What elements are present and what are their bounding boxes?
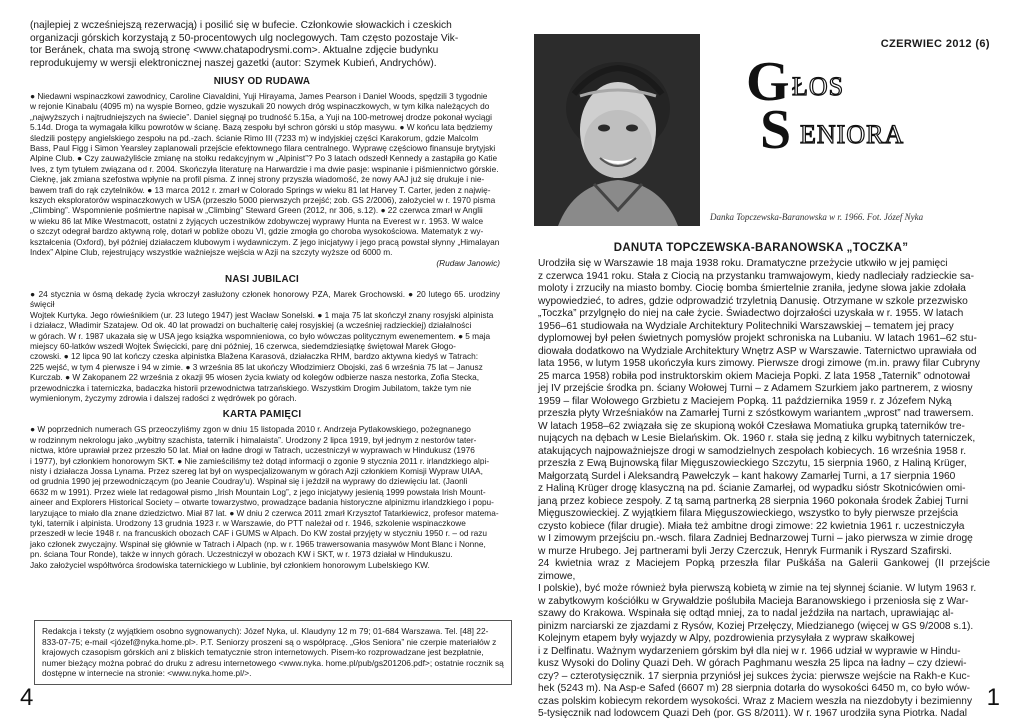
text-line: Index” Alpine Club, rejestrujący wszystkie ważniejsze wejścia w Azji na szczyty wyższe od 6000 m.	[30, 247, 393, 258]
text-line: laryzujące to miało dla znane dziedzictwo. Miał 87 lat. ● W dniu 2 czerwca 2011 zmarł Krzysztof Tatarkiewicz, profesor matema-	[30, 507, 499, 518]
text-line: 225 wejść, w tym 4 pierwsze i 94 w zimie. ● 3 września 85 lat ukończy Włodzimierz Obojski, zaś 6 września 75 lat – Janusz	[30, 361, 483, 372]
masthead-word-eniora: ENIORA	[800, 120, 905, 149]
text-line: 6632 m w 1991). Przez wiele lat redagował pismo „Irish Mountain Log”, z jego inicjatywy jesienią 1999 powstała Irish Mount-	[30, 486, 486, 497]
article-line: przeszła płyty Wrześniaków na Zamarłej Turni z szóstkowym wariantem „wprost” nad trawersem.	[538, 408, 974, 419]
article-line: w murze Hrubego. Jej partnerami byli Jerzy Czerczuk, Henryk Furmanik i Ryszard Szafirski.	[538, 545, 952, 557]
portrait-photo-graphic	[534, 34, 700, 226]
article-line: I polskie), być może również była pierwszą kobietą w zimie na tej słynnej ścianie. W lutym 1963 r.	[538, 583, 977, 594]
article-line: czas polskim kobiecym rekordem wysokości. Wraz z Maciem weszła na niezdobyty i bezimienny	[538, 695, 973, 707]
text-line: w górach. W r. 1987 ukazała się w USA jego książka wspomnieniowa, co było wówczas politycznym ewenementem. ● 5 maja	[30, 330, 491, 341]
article-line: 25 marca 1958) robiła pod instruktorskim okiem Macieja Popki. Z lata 1958 „Taternik” odnotował	[538, 370, 971, 382]
article-line: 1956–61 studiowała na Wydziale Architektury Politechniki Warszawskiej – tematem jej pracy	[538, 320, 954, 332]
editorial-footer-text: Redakcja i teksty (z wyjątkiem osobno sygnowanych): Józef Nyka, ul. Klaudyny 12 m 79; 01-684 Warszawa. Tel. [48] 22-833-07-75; e-mail <józef@nyka.home.pl>. P.T. Seniorzy proszeni są o współpracę. „Głos Seniora” nie czerpie materiałów z krajowych czasopism górskich ani z bliskich tematycznie stron internetowych. Pisem-ko rozprowadzane jest bezpłatnie, numer bieżący można pobrać do druku z adresu internetowego <www.nyka. home.pl/pub/gs201206.pdf>; ostatnie rocznik są dostępne w internecie na stronie: <www.nyka.home.pl/>.	[42, 626, 504, 679]
text-line: nictwa, które uprawiał przez przeszło 50 lat. Miał on ładne drogi w Tatrach, uczestniczył w wyprawach w Hindukusz (1976	[30, 445, 475, 456]
masthead-word-los: ŁOS	[792, 72, 845, 101]
text-line: Cieknę, jak zmiana szefostwa wpłynie na profil pisma. Z innej strony przyszła wiadomość, że nowy AAJ już się drukuje i nie-	[30, 174, 485, 185]
text-line: Bass, Paul Figg i Simon Yearsley zaplanowali przejście efektownego filara centralnego. Wyprawę częściowo finansuje brytyjski	[30, 143, 496, 154]
issue-date: CZERWIEC 2012 (6)	[880, 38, 990, 50]
section-niusy-body	[30, 91, 500, 258]
article-line: Urodziła się w Warszawie 18 maja 1938 roku. Dramatyczne przeżycie utkwiło w jej pamięci	[538, 258, 948, 269]
text-line: przeszedł w lecie 1948 r. na francuskich obozach CAF i GUMS w Alpach. Do KW został przyjęty w styczniu 1950 r. – od razu	[30, 528, 487, 539]
text-line: wymienionym, życzymy zdrowia i dalszej radości z wędrówek po górach.	[30, 392, 297, 403]
article-line: moloty i zrzuciły na miasto bomby. Ciocię bomba śmiertelnie zraniła, jedyne słowa jakie zdołała	[538, 283, 966, 294]
text-line: bawem trafi do rąk czytelników. ● 13 marca 2012 r. zmarł w Colorado Springs w wieku 81 lat Harvey T. Carter, jeden z najwię-	[30, 184, 491, 195]
text-line: jako członek zwyczajny. Wspinał się głównie w Tatrach i Alpach (np. w r. 1965 trawersowania masywów Mont Blanc i Nonne,	[30, 538, 486, 549]
text-line: w wieku 86 lat Mike Westmacott, ostatni z żyjących uczestników zdobywczej wyprawy Hunta na Everest w r. 1953. W walce	[30, 215, 484, 226]
masthead-letter-s: S	[760, 99, 792, 161]
article-line: 5-tysięcznik nad lodowcem Quazi Deh (por. GS 8/2011). W r. 1967 urodziła syna Piotrka. Nadal	[538, 708, 968, 719]
text-line: i 1977), był członkiem honorowym SKT. ● Nie zamieściliśmy też dotąd informacji o zgonie 9 stycznia 2011 r. irlandzkiego alpi-	[30, 455, 490, 466]
article-line: hek (5243 m). Na Asp-e Safed (6607 m) 28 sierpnia dotarła do wysokości 6450 m, co było wów-	[538, 683, 971, 694]
text-line: przewodniczka i taterniczka, badaczka historii przewodnictwa tatrzańskiego. Wszystkim Drogim Jubilatom, także tym nie	[30, 382, 472, 393]
article-line: czy? – czterotysięcznik. 17 sierpnia przyniósł jej sukces życia: pierwsze wejście na Rakh-e Kuc-	[538, 670, 971, 682]
left-page	[18, 20, 506, 710]
text-line: aineer and Explorers Historical Society – otwarte towarzystwo, prowadzące badania historyczne alpinizmu irlandzkiego i popu-	[30, 497, 494, 508]
intro-line: organizacji górskich korzystają z 50-procentowych ulg noclegowych. Tam często pozostaje Vik-	[30, 32, 459, 44]
article-line: Mięguszowieckiej. Z wyjątkiem filara Mięguszowieckiego, wszystko to były pierwsze przejścia	[538, 508, 959, 519]
text-line: 5.14d. Droga ta wymagała kilku powrotów w ścianę. Bazą zespołu był schron górski u stóp masywu. ● W końcu lata będziemy	[30, 122, 493, 133]
article-line: w zabytkowym kościółku w Grywałdzie poślubiła Macieja Baranowskiego i przeniosła się z War-	[538, 595, 969, 607]
article-line: diowała dodatkowo na Wydziale Architektury Wnętrz ASP w Warszawie. Taternictwo uprawiała od	[538, 345, 977, 357]
article-line: z Haliną Krüger drogę klasyczną na pd. ścianie Zamarłej, od wypadku sióstr Skotnicówien omi-	[538, 483, 966, 494]
masthead-letter-g: G	[746, 51, 790, 113]
section-heading-jubilaci: NASI JUBILACI	[225, 273, 299, 285]
text-line: w rejonie Kinabalu (4095 m) na wyspie Borneo, gdzie wyszukali 20 nowych dróg wspinaczkowych, w tym kilka należących do	[30, 101, 490, 112]
article-line: przeszła z Ewą Bujnowską filar Mięguszowieckiego Szczytu, 15 sierpnia 1960, z Haliną Krüger,	[538, 458, 967, 469]
portrait-photo	[534, 34, 700, 226]
text-line: i działacz, Władimir Szatajew. Od ok. 40 lat prowadzi on buchalterię całej rosyjskiej (a wcześniej radzieckiej) działalności	[30, 320, 472, 331]
text-line: Wojtek Kurtyka. Jego rówieśnikiem (ur. 23 lutego 1947) jest Wacław Sonelski. ● 1 maja 75 lat skończył znany rosyjski alpinista	[30, 309, 494, 320]
article-line: atakujących najpoważniejsze drogi w samodzielnych zespołach kobiecych. 16 września 1958 r.	[538, 445, 967, 457]
right-page	[520, 20, 1002, 719]
text-line: „najwyższych i najtrudniejszych na świecie”. Daniel sięgnął po trudność 5.15a, a Yuji na 100-metrowej drodze pokonał wyciągi	[30, 111, 492, 122]
section-heading-niusy: NIUSY OD RUDAWA	[213, 76, 311, 87]
text-line: czowski. ● 12 lipca 90 lat kończy czeska alpinistka Blažena Karasová, działaczka RHM, bardzo aktywna kiedyś w Tatrach:	[30, 351, 479, 362]
article-line: i z Delfinatu. Ważnym wydarzeniem górskim był dla niej w r. 1966 udział w wyprawie w Hindu-	[538, 645, 961, 657]
text-line: miejscy 60-latków wszedł Wojtek Święcicki, parę dni później, 16 czerwca, siedemdziesiątkę świętował Marek Głogo-	[30, 340, 456, 351]
article-line: janą przez kobiece zespoły. Z tą samą partnerką 28 sierpnia 1960 pokonała środek Żabiej Turni	[538, 495, 969, 507]
text-line: w rodzinnym nekrologu jako „wybitny szachista, taternik i himalaista”. Urodzony 2 lipca 1919, był jednym z nestorów tater-	[30, 434, 477, 445]
masthead-logo	[746, 51, 986, 164]
photo-caption: Danka Topczewska-Baranowska w r. 1966. Fot. Józef Nyka	[710, 212, 924, 222]
text-line: ● W poprzednich numerach GS przeoczyliśmy zgon w dniu 15 listopada 2010 r. Andrzeja Pytlakowskiego, pożegnanego	[30, 424, 471, 435]
article-title: DANUTA TOPCZEWSKA-BARANOWSKA „TOCZKA”	[613, 242, 909, 254]
text-line: kształcenia (Oxford), był później działaczem klubowym i wydawniczym. Z jego inicjatywy i jego pracą powstał słynny „Himalayan	[30, 236, 500, 247]
article-line: pinizm narciarski ze zjazdami z Rysów, Koziej Przełęczy, Miedzianego (więcej w GS 9/2008 s.1).	[538, 620, 974, 632]
article-line: nujących na dębach w Lesie Bielańskim. Ok. 1960 r. stała się jedną z kilku wybitnych taterniczek,	[538, 433, 976, 444]
article-line: Kolejnym etapem były wyjazdy w Alpy, pozdrowienia przysyłała z wypraw skałkowej	[538, 633, 915, 644]
text-line: pn. ściana Tour Ronde), także w innych górach. Uczestniczył w obozach KW i SKT, w r. 1973 działał w Hindukuszu.	[30, 549, 453, 560]
page-number-left: 4	[20, 684, 34, 711]
article-line: czysto kobiece (filar drugie). Miała też ambitne drogi zimowe: 22 kwietnia 1961 r. uczestniczyła	[538, 520, 965, 532]
article-line: szawy do Krakowa. Wspinała się odtąd mniej, za to nadal jeździła na nartach, uprawiając al-	[538, 608, 954, 619]
text-line: śledzili postępy angielskiego zespołu na pd.-zach. ścianie Rimo III (7233 m) w indyjskiej części Karakorum, gdzie Malcolm	[30, 132, 479, 143]
article-line: W latach 1958–62 związała się ze skupioną wokół Czesława Momatiuka grupką taterników tre-	[538, 420, 965, 432]
article-line: z czerwca 1941 roku. Stała z Ciocią na przystanku tramwajowym, kiedy nadleciały radzieckie sa-	[538, 270, 974, 282]
intro-line: reprodukujemy w wersji elektronicznej naszej gazetki (autor: Szymek Kubień, Andrychów).	[30, 57, 437, 69]
text-line: o szczyt odegrał bardzo aktywną rolę, dotarł w pobliże obozu VI, gdzie zmogła go choroba wysokościowa. Matematyk z wy-	[30, 226, 484, 237]
section-signature: (Rudaw Janowic)	[436, 257, 500, 268]
section-heading-karta-pamieci: KARTA PAMIĘCI	[222, 409, 302, 421]
text-line: Kurczab. ● W Zakopanem 22 września z okazji 95 wiosen życia kwiaty od kolegów odbierze nasza nestorka, Zofia Stecka,	[30, 372, 480, 383]
article-body	[538, 258, 990, 721]
page-number-right: 1	[986, 684, 1000, 711]
text-line: Jako założyciel współtwórca środowiska taternickiego w Lublinie, był członkiem honorowym Lubelskiego KW.	[30, 559, 430, 570]
article-line: kusz Wysoki do Doliny Quazi Deh. W górach Paghmanu weszła 25 lipca na ładny – czy dziewi-	[538, 658, 967, 669]
article-line: „Toczka” przylgnęło do niej na całe życie. Świadectwo dojrzałości uzyskała w r. 1955. W latach	[538, 308, 964, 319]
article-line: w I zimowym przejściu pn.-wsch. filara Zadniej Bednarzowej Turni – jako pierwsza w zimie drogę	[538, 533, 973, 544]
text-line: ● Niedawni wspinaczkowi zawodnicy, Caroline Ciavaldini, Yuji Hirayama, James Pearson i Daniel Woods, spędzili 3 tygodnie	[30, 91, 488, 101]
text-line: ● 24 stycznia w ósmą dekadę życia wkroczył zasłużony członek honorowy PZA, Marek Grochowski. ● 20 lutego 65. urodziny święcił	[30, 288, 500, 310]
text-line: tyki, taternik i alpinista. Urodzony 13 grudnia 1923 r. w Warszawie, do PTT należał od r. 1946, szkolenie wspinaczkowe	[30, 518, 466, 529]
article-line: dyplomowej był pełen świetnych pomysłów projekt schroniska na Lubaniu. W latach 1961–62 stu-	[538, 333, 977, 344]
text-line: kszych eksploratorów wspinaczkowych w USA (przeszło 5000 pierwszych przejść; zob. GS 2/2006), założyciel w r. 1970 pisma	[30, 195, 496, 206]
text-line: od grudnia 1990 jej przewodniczącym (po Jeanie Coudray'u). Wspinał się i jeździł na wyprawy do dziewięciu lat. (Jaonli	[30, 476, 468, 487]
article-line: 1959 – filar Wołowego Grzbietu z Maciejem Popką. 11 października 1959 r. z Józefem Nyką	[538, 395, 952, 407]
article-line: jej IV przejście środka pn. ściany Wołowej Turni – z Adamem Szurkiem jako partnerem, z wiosny	[538, 383, 973, 394]
intro-line: (najlepiej z wcześniejszą rezerwacją) i posilić się w bufecie. Członkowie słowackich i czeskich	[30, 20, 452, 31]
section-jubilaci-body	[30, 289, 500, 403]
text-line: Ives, z tym tytułem związana od r. 2004. Skończyła literaturę na Harwardzie i ma dwie pasje: wspinanie i piśmiennictwo górskie.	[30, 163, 499, 174]
article-line: Małgorzatą Surdel i Aleksandrą Pawełczyk – kant hakowy Zamarłej Turni, a 17 sierpnia 1960	[538, 470, 956, 482]
text-line: nisty i działacza Jossa Lynama. Przez szereg lat był on wyspecjalizowanym w górach Azji członkiem Komisji Wypraw UIAA,	[30, 466, 483, 476]
article-line: lata 1956, w lutym 1958 ukończyła kurs zimowy. Pierwsze drogi zimowe (m.in. prawy filar Cubryny	[538, 358, 980, 369]
text-line: Alpine Club. ● Czy zauważyliście zmianę na stołku redakcyjnym w „Alpinist”? Po 3 latach odszedł Kennedy a zastąpiła go Katie	[30, 153, 498, 164]
intro-paragraph	[30, 20, 500, 70]
article-line: 24 kwietnia wraz z Maciejem Popką przeszła filar Puškáša na Galerii Gankowej (II przejście zimowe,	[538, 558, 990, 582]
intro-line: tor Beránek, chata ma swoją stronę <www.chatapodrysmi.com>. Aktualne zdjęcie budynku	[30, 45, 439, 56]
editorial-footer-box	[34, 620, 512, 685]
section-karta-pamieci-body	[30, 424, 500, 570]
article-line: wypowiedzieć, to adres, gdzie odprowadzić trzyletnią Danusię. Otrzymane w szkole przezwisko	[538, 295, 968, 307]
text-line: „Climbing”. Wspomnienie pośmiertne napisał w „Climbing” Steward Green (2012, nr 306, s.12). ● 22 czerwca zmarł w Anglii	[30, 205, 483, 216]
